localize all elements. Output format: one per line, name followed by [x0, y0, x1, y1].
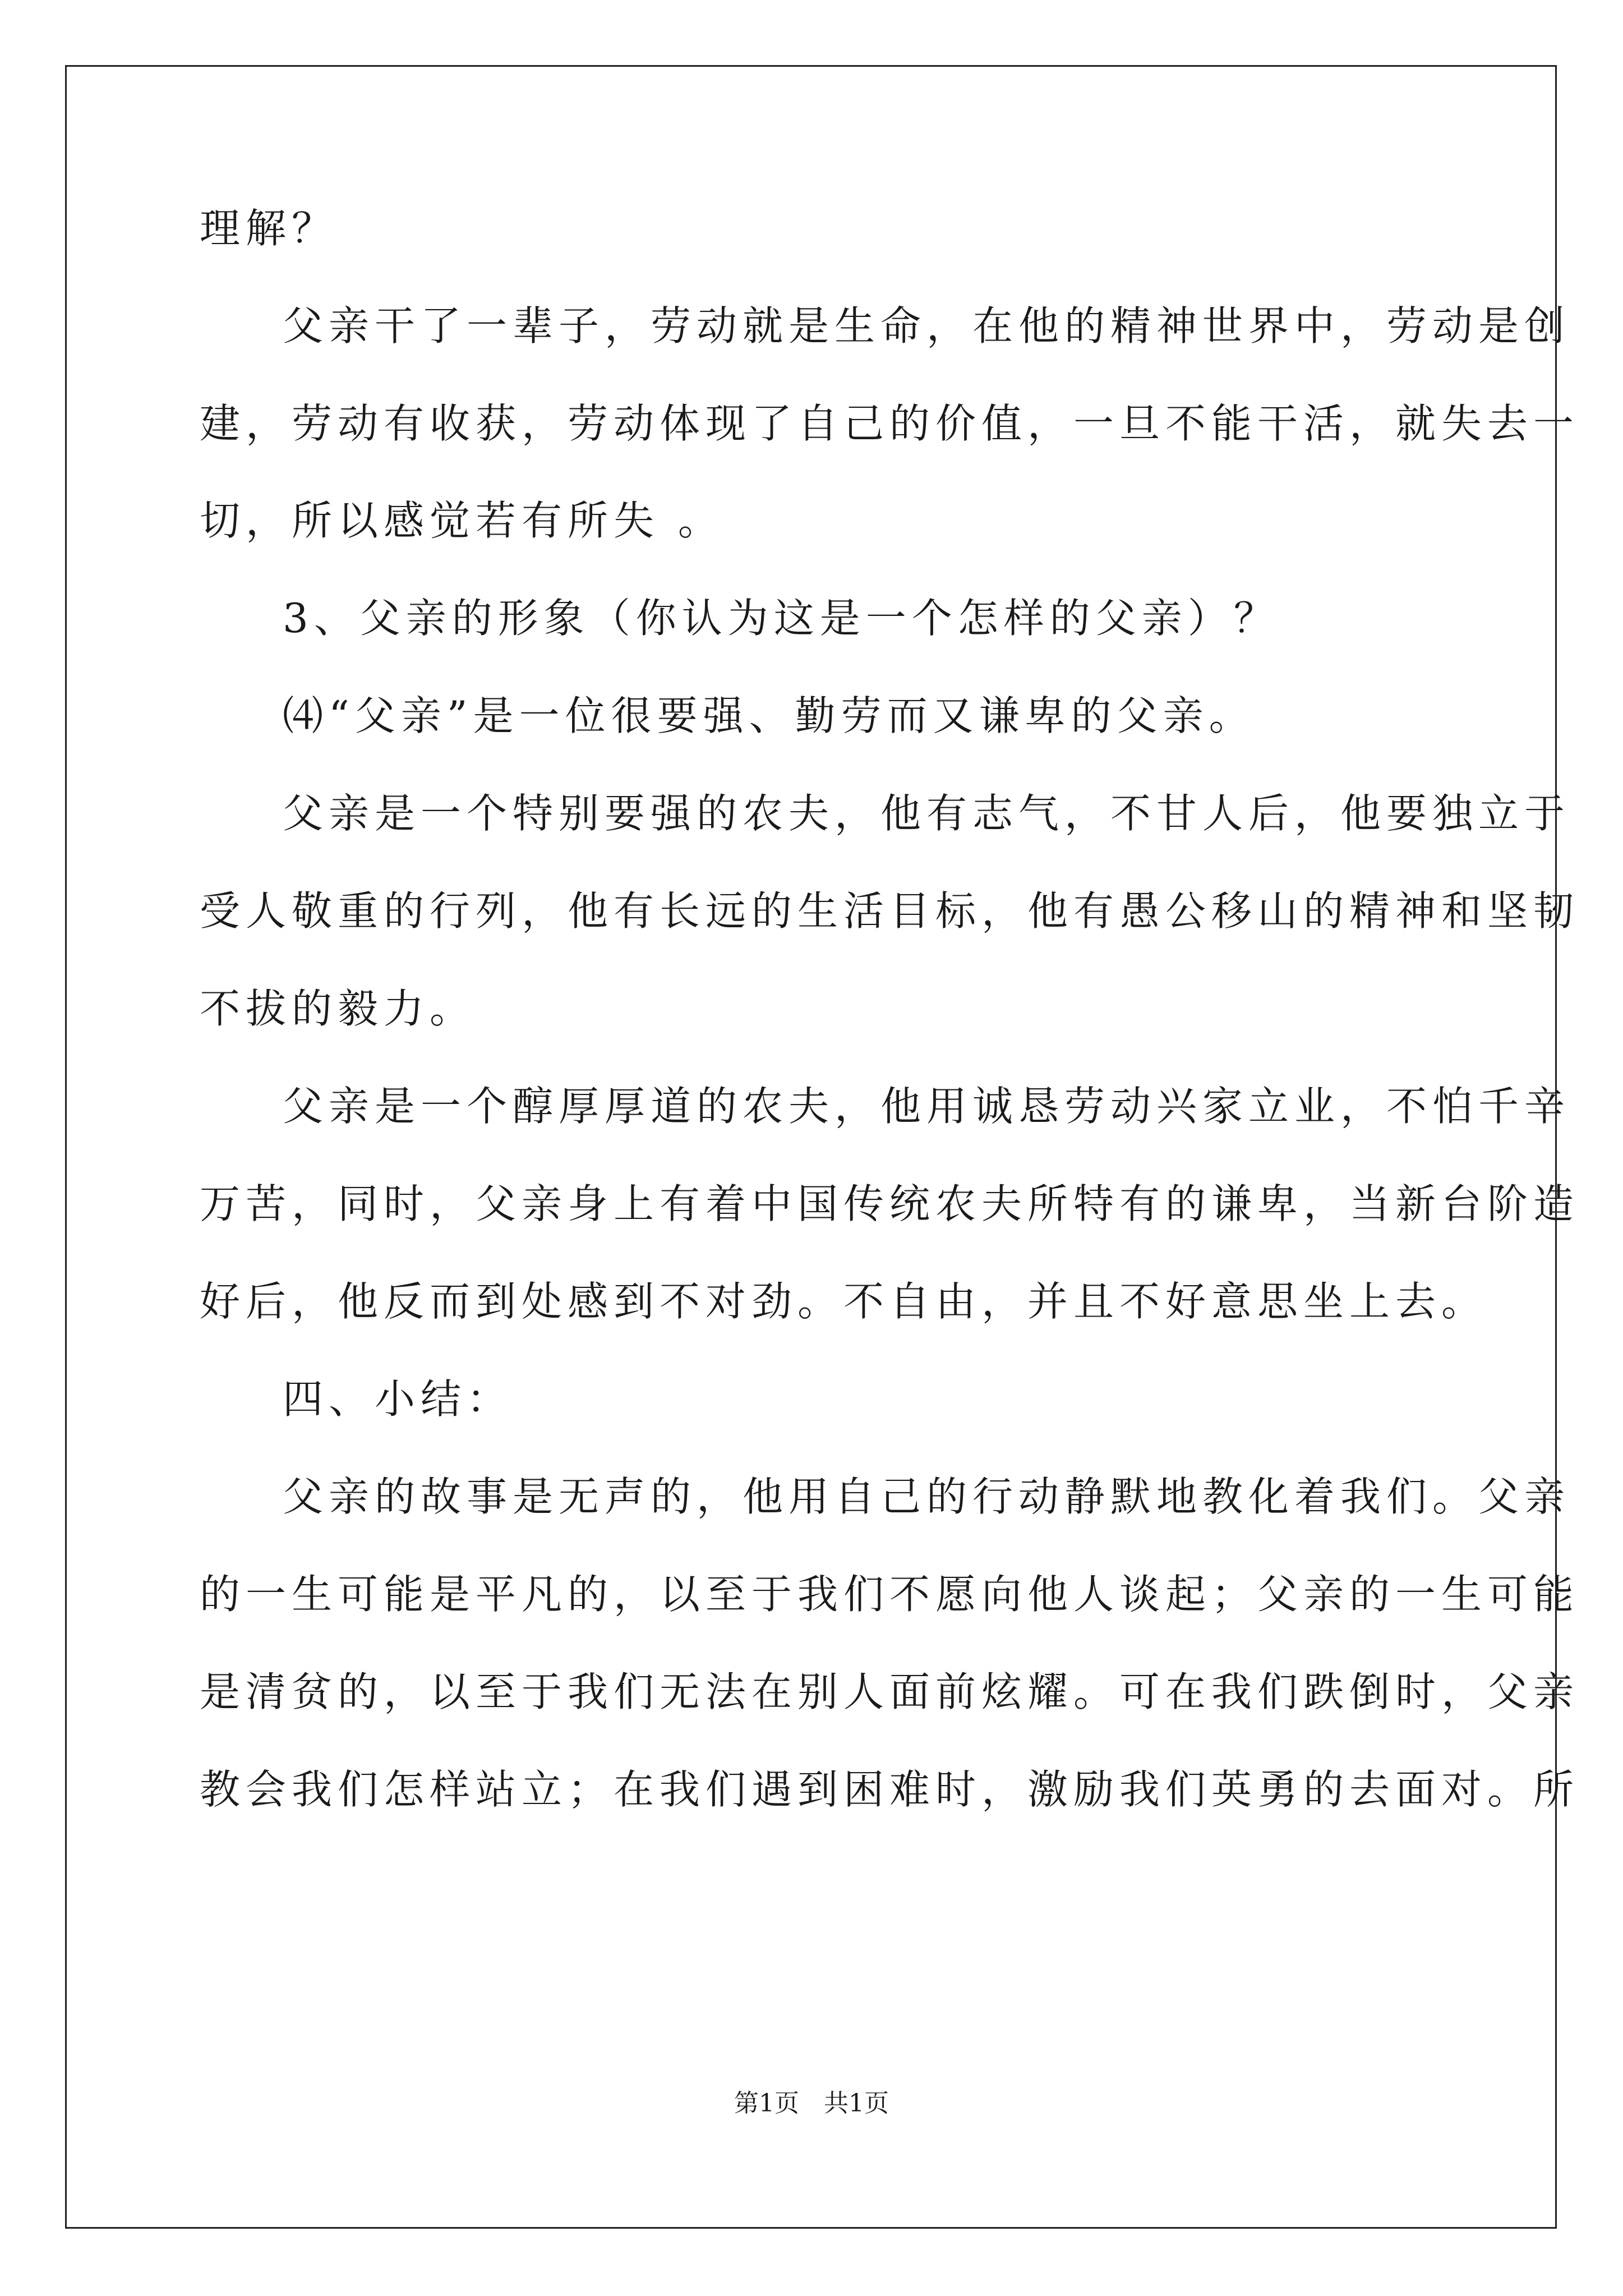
text-line: 受人敬重的行列，他有长远的生活目标，他有愚公移山的精神和坚韧	[200, 887, 1580, 935]
text-line: 教会我们怎样站立；在我们遇到困难时，激励我们英勇的去面对。所	[200, 1766, 1580, 1813]
text-line: 理解？	[200, 205, 338, 252]
text-line: 3、父亲的形象（你认为这是一个怎样的父亲）？	[283, 595, 1280, 642]
text-line: 万苦，同时，父亲身上有着中国传统农夫所特有的谦卑，当新台阶造	[200, 1180, 1580, 1227]
page-border	[65, 65, 1557, 2229]
text-line: 的一生可能是平凡的，以至于我们不愿向他人谈起；父亲的一生可能	[200, 1571, 1580, 1618]
page-number-footer: 第1页 共1页	[734, 2089, 889, 2118]
text-line: 是清贫的，以至于我们无法在别人面前炫耀。可在我们跌倒时，父亲	[200, 1668, 1580, 1715]
text-line: 父亲的故事是无声的，他用自己的行动静默地教化着我们。父亲	[283, 1473, 1571, 1520]
text-line: 父亲是一个特别要强的农夫，他有志气，不甘人后，他要独立于	[283, 790, 1571, 837]
section-heading: 四、小结：	[283, 1375, 513, 1423]
text-line: 建，劳动有收获，劳动体现了自己的价值，一旦不能干活，就失去一	[200, 400, 1580, 447]
text-line: 父亲干了一辈子，劳动就是生命，在他的精神世界中，劳动是创	[283, 302, 1571, 349]
text-line: 切，所以感觉若有所失 。	[200, 497, 724, 544]
text-line: ⑷“父亲”是一位很要强、勤劳而又谦卑的父亲。	[283, 692, 1255, 739]
text-line: 不拔的毅力。	[200, 985, 476, 1032]
text-line: 好后，他反而到处感到不对劲。不自由，并且不好意思坐上去。	[200, 1278, 1488, 1325]
text-line: 父亲是一个醇厚厚道的农夫，他用诚恳劳动兴家立业，不怕千辛	[283, 1083, 1571, 1130]
